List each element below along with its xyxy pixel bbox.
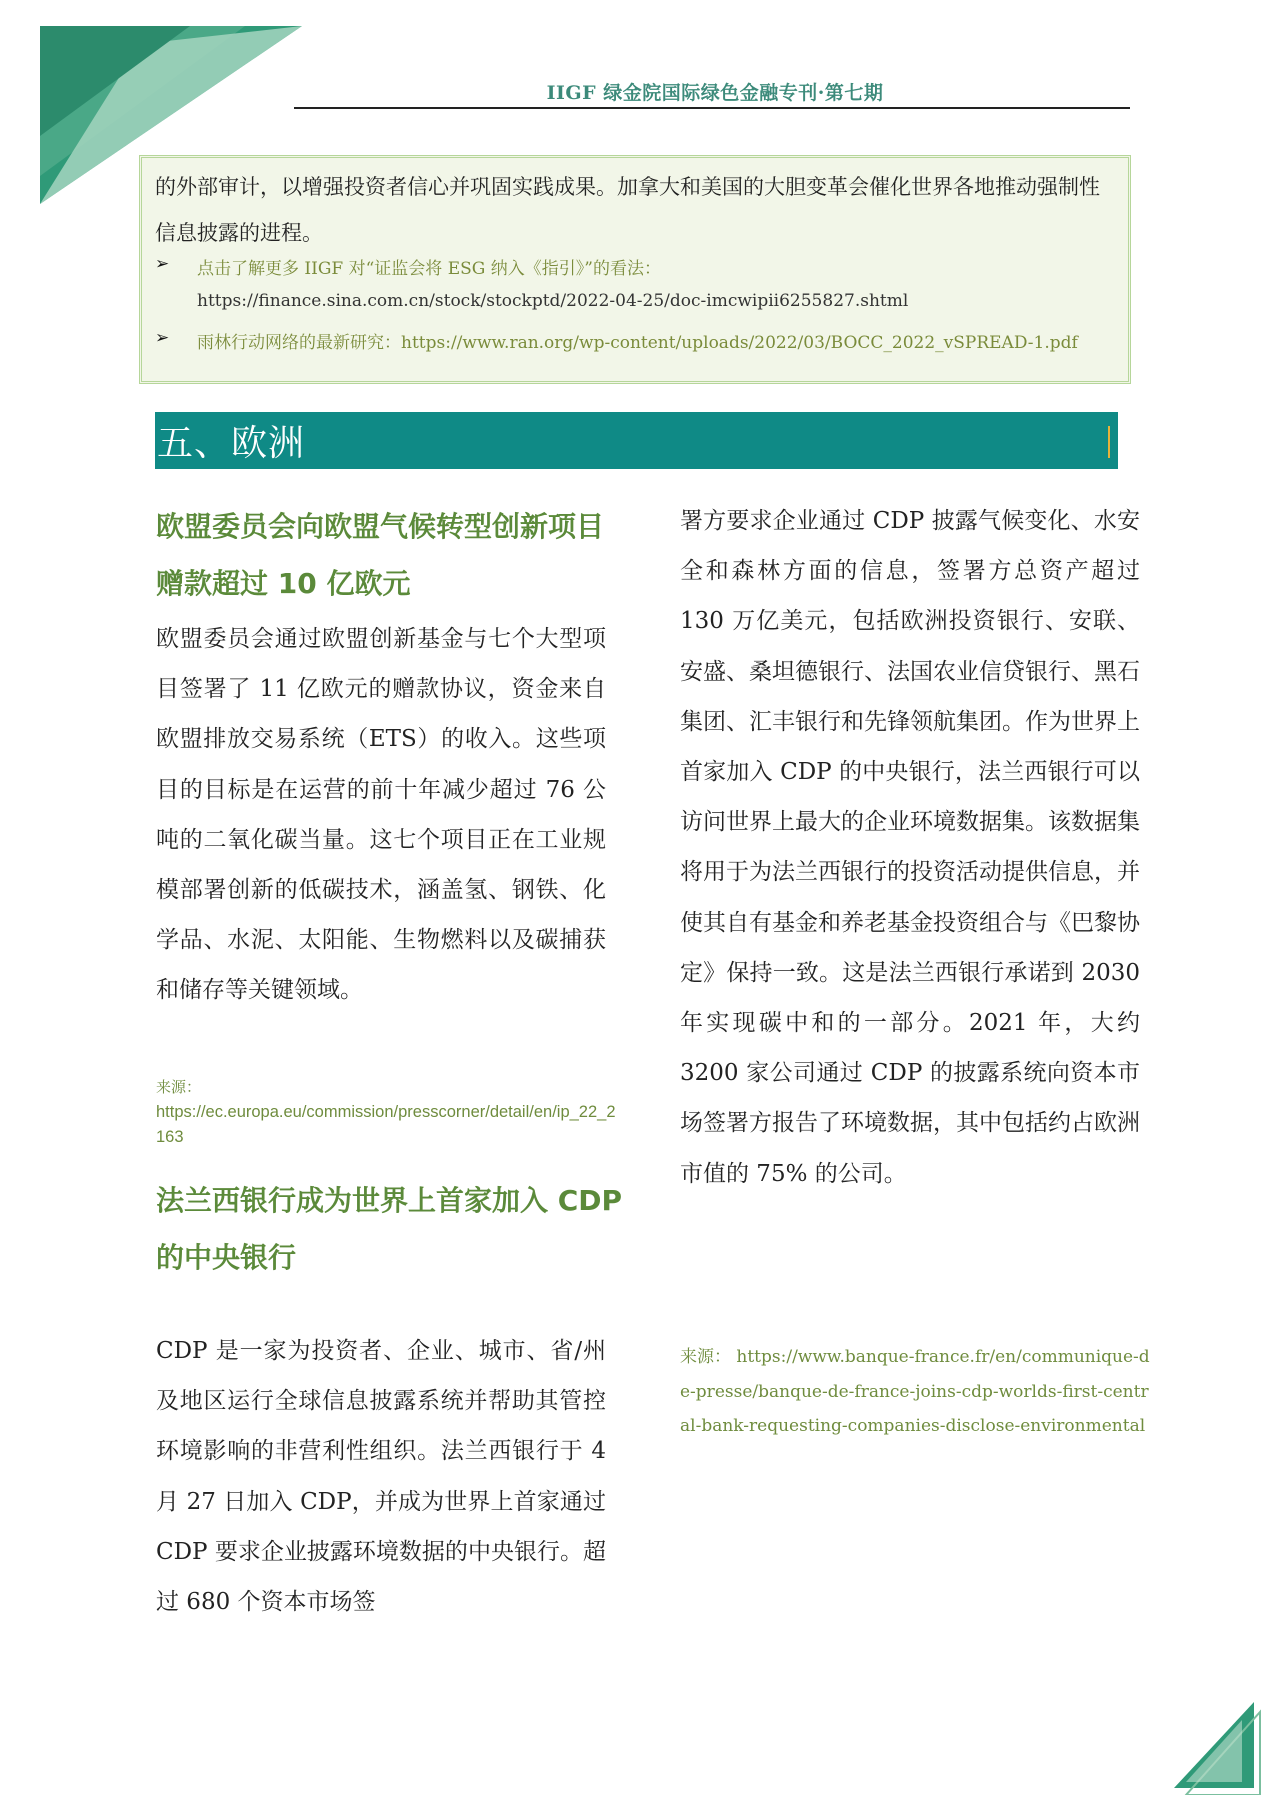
section-heading-band [155, 412, 1118, 469]
source-url[interactable]: https://ec.europa.eu/commission/presscorner/detail/en/ip_22_2163 [156, 1103, 616, 1146]
note-link-url[interactable]: https://finance.sina.com.cn/stock/stockptd/2022-04-25/doc-imcwipii6255827.shtml [197, 291, 909, 311]
note-box [139, 155, 1131, 384]
note-link-label[interactable]: 雨林行动网络的最新研究：https://www.ran.org/wp-content/uploads/2022/03/BOCC_2022_vSPREAD-1.pdf [197, 333, 1078, 353]
arrow-bullet-icon: ➢ [155, 328, 170, 348]
header-title: IIGF 绿金院国际绿色金融专刊·第七期 [546, 82, 884, 104]
article-source-eu-innovation [156, 1075, 616, 1150]
article-body-eu-innovation: 欧盟委员会通过欧盟创新基金与七个大型项目签署了 11 亿欧元的赠款协议，资金来自欧盟排放交易系统（ETS）的收入。这些项目的目标是在运营的前十年减少超过 76 公吨的二氧化碳当量。这七个项目正在工业规模部署创新的低碳技术，涵盖氢、钢铁、化学品、水泥、太阳能、生物燃料以及碳捕获和储存等关键领域。 [156, 626, 606, 1004]
article-title-eu-innovation: 欧盟委员会向欧盟气候转型创新项目赠款超过 10 亿欧元 [156, 510, 605, 600]
note-text: 的外部审计，以增强投资者信心并巩固实践成果。加拿大和美国的大胆变革会催化世界各地推动强制性信息披露的进程。 [155, 175, 1100, 245]
source-label: 来源： [156, 1078, 202, 1096]
section-title: 五、欧洲 [157, 423, 306, 464]
arrow-bullet-icon: ➢ [155, 254, 170, 274]
article-body-banque-de-france-part2: 署方要求企业通过 CDP 披露气候变化、水安全和森林方面的信息，签署方总资产超过 130 万亿美元，包括欧洲投资银行、安联、安盛、桑坦德银行、法国农业信贷银行、黑石集团、汇丰银行和先锋领航集团。作为世界上首家加入 CDP 的中央银行，法兰西银行可以访问世界上最大的企业环境数据集。该数据集将用于为法兰西银行的投资活动提供信息，并使其自有基金和养老基金投资组合与《巴黎协定》保持一致。这是法兰西银行承诺到 2030 年实现碳中和的一部分。2021 年，大约 3200 家公司通过 CDP 的披露系统向资本市场签署方报告了环境数据，其中包括约占欧洲市值的 75% 的公司。 [680, 508, 1140, 1187]
corner-decoration-bottom-right [1172, 1700, 1262, 1795]
source-label: 来源： [680, 1347, 731, 1367]
article-body-banque-de-france-part1: CDP 是一家为投资者、企业、城市、省/州及地区运行全球信息披露系统并帮助其管控环境影响的非营利性组织。法兰西银行于 4 月 27 日加入 CDP，并成为世界上首家通过 CDP 要求企业披露环境数据的中央银行。超过 680 个资本市场签 [156, 1338, 606, 1616]
header-divider [294, 107, 1130, 109]
article-source-banque-de-france [680, 1340, 1150, 1444]
note-link-label: 点击了解更多 IIGF 对“证监会将 ESG 纳入《指引》”的看法： [197, 259, 661, 279]
section-accent-mark [1108, 426, 1110, 458]
source-url[interactable]: https://www.banque-france.fr/en/communique-de-presse/banque-de-france-joins-cdp-worlds-first-central-bank-requesting-companies-disclose-environmental [680, 1347, 1150, 1436]
article-title-banque-de-france: 法兰西银行成为世界上首家加入 CDP 的中央银行 [156, 1184, 623, 1274]
